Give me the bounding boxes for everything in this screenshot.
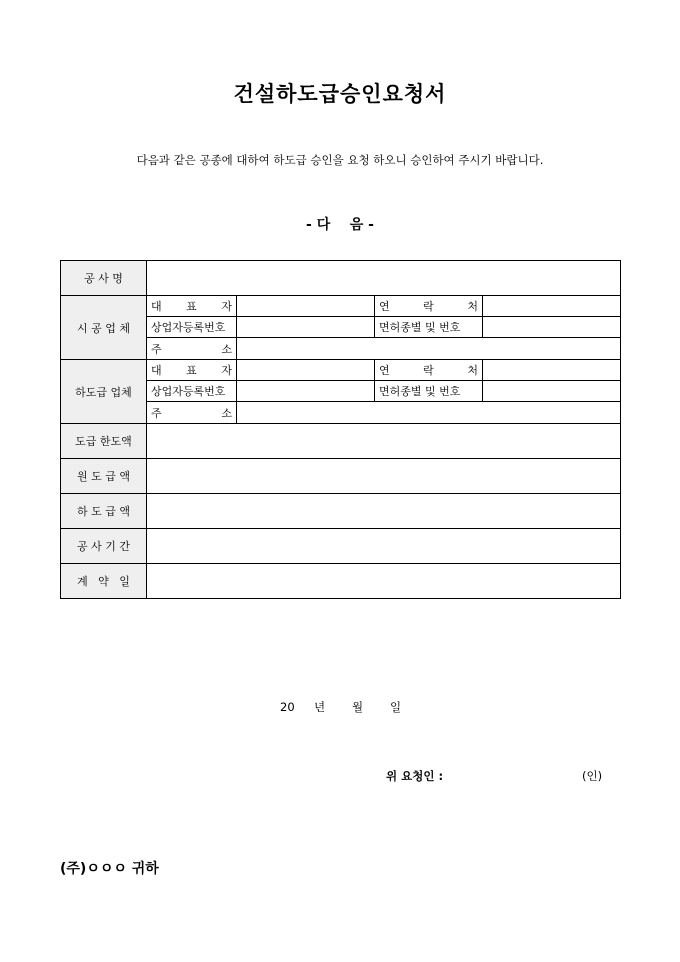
date-year-unit: 년 xyxy=(314,700,326,714)
date-line xyxy=(280,699,401,715)
contract-date-label: 계 약 일 xyxy=(61,564,147,599)
sub-biz-reg-field[interactable] xyxy=(237,381,375,402)
contractor-contact-label: 연 락 처 xyxy=(375,296,483,317)
table-row-sub-limit xyxy=(61,424,621,459)
subcontractor-label: 하도급 업체 xyxy=(61,360,147,424)
sub-amount-label: 하 도 급 액 xyxy=(61,494,147,529)
sub-license-field[interactable] xyxy=(483,381,621,402)
seal-mark: (인) xyxy=(582,769,603,783)
contractor-rep-label: 대 표 자 xyxy=(147,296,237,317)
recipient: (주)ㅇㅇㅇ 귀하 xyxy=(60,861,159,877)
section-heading: - 다 음 - xyxy=(306,217,374,233)
contractor-address-field[interactable] xyxy=(237,338,621,360)
sub-contact-field[interactable] xyxy=(483,360,621,381)
request-form-table xyxy=(60,260,621,599)
document-title: 건설하도급승인요청서 xyxy=(233,81,447,106)
contractor-license-label: 면허종별 및 번호 xyxy=(375,317,483,338)
table-row-project-name xyxy=(61,261,621,296)
contractor-address-label: 주 소 xyxy=(147,338,237,360)
contractor-biz-reg-label: 상업자등록번호 xyxy=(147,317,237,338)
applicant-label: 위 요청인 : xyxy=(386,769,444,783)
sub-rep-label: 대 표 자 xyxy=(147,360,237,381)
contractor-biz-reg-field[interactable] xyxy=(237,317,375,338)
sub-limit-field[interactable] xyxy=(147,424,621,459)
sub-license-label: 면허종별 및 번호 xyxy=(375,381,483,402)
sub-amount-field[interactable] xyxy=(147,494,621,529)
table-row-contractor-rep xyxy=(61,296,621,317)
original-amount-label: 원 도 급 액 xyxy=(61,459,147,494)
period-label: 공 사 기 간 xyxy=(61,529,147,564)
date-day-unit: 일 xyxy=(390,700,402,714)
date-month-unit: 월 xyxy=(352,700,364,714)
sub-rep-field[interactable] xyxy=(237,360,375,381)
date-year: 20 xyxy=(280,700,295,714)
contractor-label: 시 공 업 체 xyxy=(61,296,147,360)
period-field[interactable] xyxy=(147,529,621,564)
sub-limit-label: 도급 한도액 xyxy=(61,424,147,459)
sub-biz-reg-label: 상업자등록번호 xyxy=(147,381,237,402)
original-amount-field[interactable] xyxy=(147,459,621,494)
sub-address-label: 주 소 xyxy=(147,402,237,424)
table-row-original-amount xyxy=(61,459,621,494)
table-row-contract-date xyxy=(61,564,621,599)
intro-text: 다음과 같은 공종에 대하여 하도급 승인을 요청 하오니 승인하여 주시기 바랍니다. xyxy=(136,153,544,167)
sub-contact-label: 연 락 처 xyxy=(375,360,483,381)
project-name-label: 공 사 명 xyxy=(61,261,147,296)
contract-date-field[interactable] xyxy=(147,564,621,599)
contractor-license-field[interactable] xyxy=(483,317,621,338)
table-row-sub-amount xyxy=(61,494,621,529)
sub-address-field[interactable] xyxy=(237,402,621,424)
table-row-sub-rep xyxy=(61,360,621,381)
contractor-contact-field[interactable] xyxy=(483,296,621,317)
table-row-period xyxy=(61,529,621,564)
project-name-field[interactable] xyxy=(147,261,621,296)
contractor-rep-field[interactable] xyxy=(237,296,375,317)
